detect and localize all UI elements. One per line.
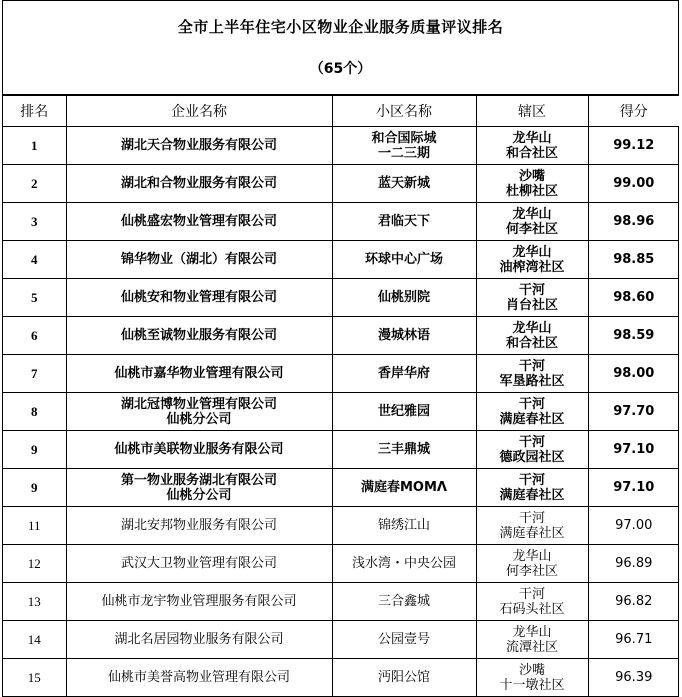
district-cell-line: 和合社区 — [505, 145, 558, 161]
district-cell-line: 满庭春社区 — [499, 525, 565, 541]
district-cell-line: 肖台社区 — [505, 297, 558, 313]
score-cell: 99.00 — [588, 165, 679, 203]
column-header-district: 辖区 — [476, 96, 588, 127]
company-cell — [66, 203, 332, 241]
community-cell — [332, 469, 476, 507]
district-cell — [476, 241, 588, 279]
ranking-body — [3, 127, 679, 697]
score-cell: 96.39 — [588, 659, 679, 697]
table-header-row — [3, 96, 679, 127]
company-cell-line: 仙桃盛宏物业管理有限公司 — [120, 214, 277, 229]
district-cell — [476, 621, 588, 659]
district-cell-line: 龙华山 — [512, 206, 552, 222]
table-row — [3, 127, 679, 165]
score-cell: 97.00 — [588, 507, 679, 545]
table-row — [3, 583, 679, 621]
district-cell-line: 和合社区 — [505, 335, 558, 351]
column-header-company: 企业名称 — [66, 96, 332, 127]
score-cell: 96.82 — [588, 583, 679, 621]
company-cell-line: 湖北天合物业服务有限公司 — [120, 138, 277, 153]
company-cell-line: 仙桃市美联物业服务有限公司 — [114, 442, 284, 457]
community-cell — [332, 203, 476, 241]
score-cell: 98.96 — [588, 203, 679, 241]
district-cell — [476, 393, 588, 431]
district-cell — [476, 355, 588, 393]
company-cell — [66, 545, 332, 583]
score-cell: 96.71 — [588, 621, 679, 659]
company-cell-line: 仙桃分公司 — [166, 487, 232, 503]
community-cell — [332, 583, 476, 621]
company-cell — [66, 469, 332, 507]
company-cell-line: 湖北名居园物业服务有限公司 — [114, 632, 284, 647]
score-cell: 97.10 — [588, 469, 679, 507]
district-cell-line: 石码头社区 — [499, 601, 565, 617]
community-cell — [332, 431, 476, 469]
rank-cell: 4 — [3, 241, 66, 279]
score-cell: 97.70 — [588, 393, 679, 431]
district-cell-line: 龙华山 — [512, 320, 552, 336]
district-cell-line: 油榨湾社区 — [499, 259, 565, 275]
community-cell-line: 一二三期 — [377, 145, 430, 161]
rank-cell: 12 — [3, 545, 66, 583]
district-cell-line: 龙华山 — [512, 548, 552, 564]
community-cell — [332, 355, 476, 393]
district-cell-line: 满庭春社区 — [499, 411, 565, 427]
page-title: 全市上半年住宅小区物业企业服务质量评议排名 — [177, 18, 504, 36]
rank-cell: 15 — [3, 659, 66, 697]
district-cell-line: 龙华山 — [512, 624, 552, 640]
district-cell — [476, 469, 588, 507]
district-cell-line: 干河 — [518, 282, 545, 298]
rank-cell: 9 — [3, 469, 66, 507]
company-cell-line: 湖北和合物业服务有限公司 — [120, 176, 277, 191]
district-cell-line: 沙嘴 — [518, 662, 545, 678]
company-cell-line: 仙桃市美誉高物业管理有限公司 — [107, 670, 290, 685]
score-cell: 99.12 — [588, 127, 679, 165]
community-cell-line: 漫城林语 — [377, 328, 430, 343]
community-cell-line: 满庭春MOMΛ — [361, 480, 447, 495]
district-cell — [476, 583, 588, 621]
company-cell-line: 湖北冠博物业管理有限公司 — [120, 396, 277, 412]
score-cell: 97.10 — [588, 431, 679, 469]
table-row — [3, 355, 679, 393]
rank-cell: 2 — [3, 165, 66, 203]
score-cell: 98.60 — [588, 279, 679, 317]
score-cell: 98.59 — [588, 317, 679, 355]
community-cell — [332, 545, 476, 583]
company-cell — [66, 393, 332, 431]
district-cell — [476, 507, 588, 545]
community-cell-line: 和合国际城 — [371, 130, 437, 146]
district-cell-line: 军垦路社区 — [499, 373, 565, 389]
district-cell-line: 龙华山 — [512, 130, 552, 146]
company-cell — [66, 659, 332, 697]
community-cell-line: 君临天下 — [377, 214, 430, 229]
page-subtitle: （65个） — [309, 61, 372, 77]
company-cell — [66, 279, 332, 317]
district-cell-line: 何李社区 — [505, 563, 558, 579]
company-cell — [66, 355, 332, 393]
community-cell-line: 香岸华府 — [377, 366, 430, 381]
table-row — [3, 165, 679, 203]
rank-cell: 1 — [3, 127, 66, 165]
district-cell-line: 干河 — [518, 472, 545, 488]
company-cell-line: 仙桃市嘉华物业管理有限公司 — [114, 366, 284, 381]
company-cell-line: 仙桃至诚物业服务有限公司 — [120, 328, 277, 343]
score-cell: 98.85 — [588, 241, 679, 279]
column-header-score: 得分 — [588, 96, 679, 127]
company-cell-line: 第一物业服务湖北有限公司 — [120, 472, 277, 488]
district-cell-line: 干河 — [518, 396, 545, 412]
rank-cell: 5 — [3, 279, 66, 317]
district-cell-line: 德政园社区 — [499, 449, 565, 465]
table-row — [3, 279, 679, 317]
rank-cell: 7 — [3, 355, 66, 393]
company-cell — [66, 317, 332, 355]
company-cell — [66, 431, 332, 469]
table-row — [3, 507, 679, 545]
ranking-table — [3, 95, 679, 697]
title-block — [3, 1, 678, 95]
district-cell — [476, 545, 588, 583]
district-cell-line: 龙华山 — [512, 244, 552, 260]
district-cell-line: 十一墩社区 — [499, 677, 565, 693]
district-cell-line: 干河 — [518, 434, 545, 450]
column-header-community: 小区名称 — [332, 96, 476, 127]
district-cell-line: 干河 — [518, 358, 545, 374]
community-cell — [332, 165, 476, 203]
company-cell-line: 仙桃安和物业管理有限公司 — [120, 290, 277, 305]
table-row — [3, 241, 679, 279]
table-row — [3, 317, 679, 355]
score-cell: 96.89 — [588, 545, 679, 583]
community-cell-line: 蓝天新城 — [377, 176, 430, 191]
company-cell — [66, 507, 332, 545]
district-cell-line: 何李社区 — [505, 221, 558, 237]
community-cell-line: 三合鑫城 — [377, 594, 430, 609]
district-cell-line: 流潭社区 — [505, 639, 558, 655]
rank-cell: 13 — [3, 583, 66, 621]
community-cell — [332, 659, 476, 697]
community-cell — [332, 621, 476, 659]
score-cell: 98.00 — [588, 355, 679, 393]
community-cell — [332, 393, 476, 431]
district-cell — [476, 659, 588, 697]
company-cell — [66, 165, 332, 203]
district-cell — [476, 317, 588, 355]
community-cell-line: 锦绣江山 — [377, 518, 430, 533]
rank-cell: 14 — [3, 621, 66, 659]
district-cell — [476, 127, 588, 165]
district-cell-line: 满庭春社区 — [499, 487, 565, 503]
table-row — [3, 545, 679, 583]
community-cell-line: 世纪雅园 — [377, 404, 430, 419]
community-cell-line: 公园壹号 — [377, 632, 430, 647]
company-cell — [66, 127, 332, 165]
company-cell — [66, 621, 332, 659]
rank-cell: 3 — [3, 203, 66, 241]
community-cell-line: 沔阳公馆 — [377, 670, 430, 685]
rank-cell: 6 — [3, 317, 66, 355]
community-cell — [332, 507, 476, 545]
community-cell — [332, 279, 476, 317]
district-cell-line: 干河 — [518, 510, 545, 526]
ranking-sheet — [2, 0, 679, 697]
district-cell-line: 沙嘴 — [518, 168, 545, 184]
company-cell — [66, 241, 332, 279]
rank-cell: 9 — [3, 431, 66, 469]
table-row — [3, 393, 679, 431]
table-row — [3, 203, 679, 241]
community-cell — [332, 317, 476, 355]
community-cell-line: 浅水湾・中央公园 — [351, 556, 456, 571]
district-cell — [476, 431, 588, 469]
district-cell-line: 干河 — [518, 586, 545, 602]
table-row — [3, 431, 679, 469]
district-cell-line: 杜柳社区 — [505, 183, 558, 199]
company-cell-line: 仙桃市龙宇物业管理服务有限公司 — [101, 594, 297, 609]
company-cell-line: 武汉大卫物业管理有限公司 — [120, 556, 277, 571]
community-cell — [332, 127, 476, 165]
community-cell — [332, 241, 476, 279]
table-row — [3, 621, 679, 659]
district-cell — [476, 279, 588, 317]
rank-cell: 11 — [3, 507, 66, 545]
community-cell-line: 环球中心广场 — [364, 252, 443, 267]
community-cell-line: 仙桃别院 — [377, 290, 430, 305]
rank-cell: 8 — [3, 393, 66, 431]
table-row — [3, 659, 679, 697]
district-cell — [476, 165, 588, 203]
community-cell-line: 三丰鼎城 — [377, 442, 430, 457]
district-cell — [476, 203, 588, 241]
company-cell-line: 湖北安邦物业服务有限公司 — [120, 518, 277, 533]
company-cell-line: 锦华物业（湖北）有限公司 — [120, 252, 277, 267]
column-header-rank: 排名 — [3, 96, 66, 127]
company-cell — [66, 583, 332, 621]
company-cell-line: 仙桃分公司 — [166, 411, 232, 427]
table-row — [3, 469, 679, 507]
